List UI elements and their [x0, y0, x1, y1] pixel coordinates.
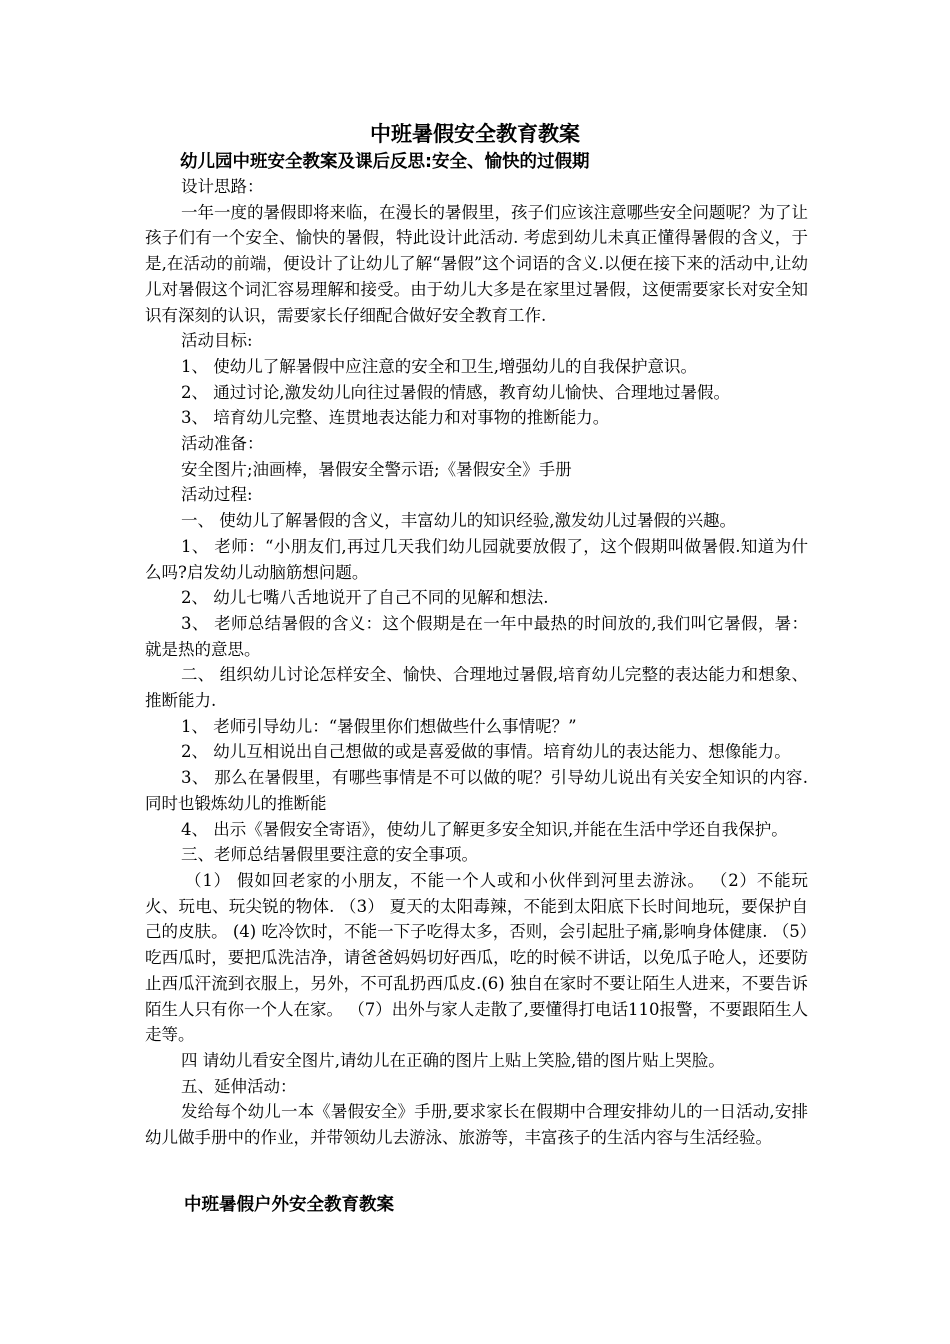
document-subtitle: 幼儿园中班安全教案及课后反思:安全、愉快的过假期 — [180, 152, 590, 172]
process-substep: 2、 幼儿七嘴八舌地说开了自己不同的见解和想法. — [181, 588, 549, 608]
goal-item: 3、 培育幼儿完整、连贯地表达能力和对事物的推断能力。 — [181, 408, 610, 428]
section-heading-process: 活动过程: — [181, 485, 253, 505]
section-heading-goals: 活动目标: — [181, 331, 253, 351]
section-heading-design: 设计思路： — [181, 177, 264, 196]
safety-rules-list: （1） 假如回老家的小朋友，不能一个人或和小伙伴到河里去游泳。 （2）不能玩火、玩电、玩尖锐的物体. （3） 夏天的太阳毒辣，不能到太阳底下长时间地玩，要保护自己的皮肤。 (4) 吃冷饮时，不能一下子吃得太多，否则，会引起肚子痛,影响身体健康. （5）吃西瓜时，要把瓜洗洁净，请爸爸妈妈切好西瓜，吃的时候不讲话，以免瓜子呛人，还要防止西瓜汗流到衣服上，另外，不可乱扔西瓜皮.(6) 独自在家时不要让陌生人进来，不要告诉陌生人只有你一个人在家。 （7）出外与家人走散了,要懂得打电话110报警，不要跟陌生人走等。 — [145, 870, 808, 1045]
goal-item: 1、 使幼儿了解暑假中应注意的安全和卫生,增强幼儿的自我保护意识。 — [181, 356, 697, 376]
paragraph-extension: 发给每个幼儿一本《暑假安全》手册,要求家长在假期中合理安排幼儿的一日活动,安排幼儿做手册中的作业，并带领幼儿去游泳、旅游等，丰富孩子的生活内容与生活经验。 — [145, 1102, 808, 1148]
document-title: 中班暑假安全教育教案 — [370, 122, 580, 146]
document-body — [145, 174, 808, 1151]
process-step: 二、 组织幼儿讨论怎样安全、愉快、合理地过暑假,培育幼儿完整的表达能力和想象、推断能力. — [145, 665, 808, 711]
process-step: 三、老师总结暑假里要注意的安全事项。 — [181, 845, 478, 865]
paragraph-design-text: 一年一度的暑假即将来临，在漫长的暑假里，孩子们应该注意哪些安全问题呢？为了让孩子们有一个安全、愉快的暑假，特此设计此活动. 考虑到幼儿未真正懂得暑假的含义，于是,在活动的前端，便设计了让幼儿了解“暑假”这个词语的含义.以便在接下来的活动中,让幼儿对暑假这个词汇容易理解和接受。由于幼儿大多是在家里过暑假，这便需要家长对安全知识有深刻的认识，需要家长仔细配合做好安全教育工作. — [145, 202, 808, 325]
goal-item: 2、 通过讨论,激发幼儿向往过暑假的情感，教育幼儿愉快、合理地过暑假。 — [181, 382, 730, 402]
process-substep: 4、 出示《暑假安全寄语》，使幼儿了解更多安全知识,并能在生活中学还自我保护。 — [181, 819, 788, 839]
process-substep: 1、 老师：“小朋友们,再过几天我们幼儿园就要放假了，这个假期叫做暑假.知道为什么吗?启发幼儿动脑筋想问题。 — [145, 536, 808, 582]
paragraph-preparation: 安全图片;油画棒，暑假安全警示语;《暑假安全》手册 — [181, 459, 572, 479]
process-substep: 2、 幼儿互相说出自己想做的或是喜爱做的事情。培育幼儿的表达能力、想像能力。 — [181, 742, 791, 762]
section-heading-preparation: 活动准备： — [181, 434, 264, 454]
process-step: 一、 使幼儿了解暑假的含义，丰富幼儿的知识经验,激发幼儿过暑假的兴趣。 — [181, 511, 736, 531]
process-substep: 3、 老师总结暑假的含义：这个假期是在一年中最热的时间放的,我们叫它暑假，暑：就是热的意思。 — [145, 613, 808, 659]
process-substep: 3、 那么在暑假里，有哪些事情是不可以做的呢？引导幼儿说出有关安全知识的内容.同时也锻炼幼儿的推断能 — [145, 768, 808, 813]
next-lesson-heading: 中班暑假户外安全教育教案 — [184, 1195, 394, 1215]
section-heading-extension: 五、延伸活动： — [181, 1076, 297, 1096]
process-substep: 1、 老师引导幼儿：“暑假里你们想做些什么事情呢？” — [181, 716, 577, 736]
process-step: 四 请幼儿看安全图片,请幼儿在正确的图片上贴上笑脸,错的图片贴上哭脸。 — [181, 1050, 725, 1070]
